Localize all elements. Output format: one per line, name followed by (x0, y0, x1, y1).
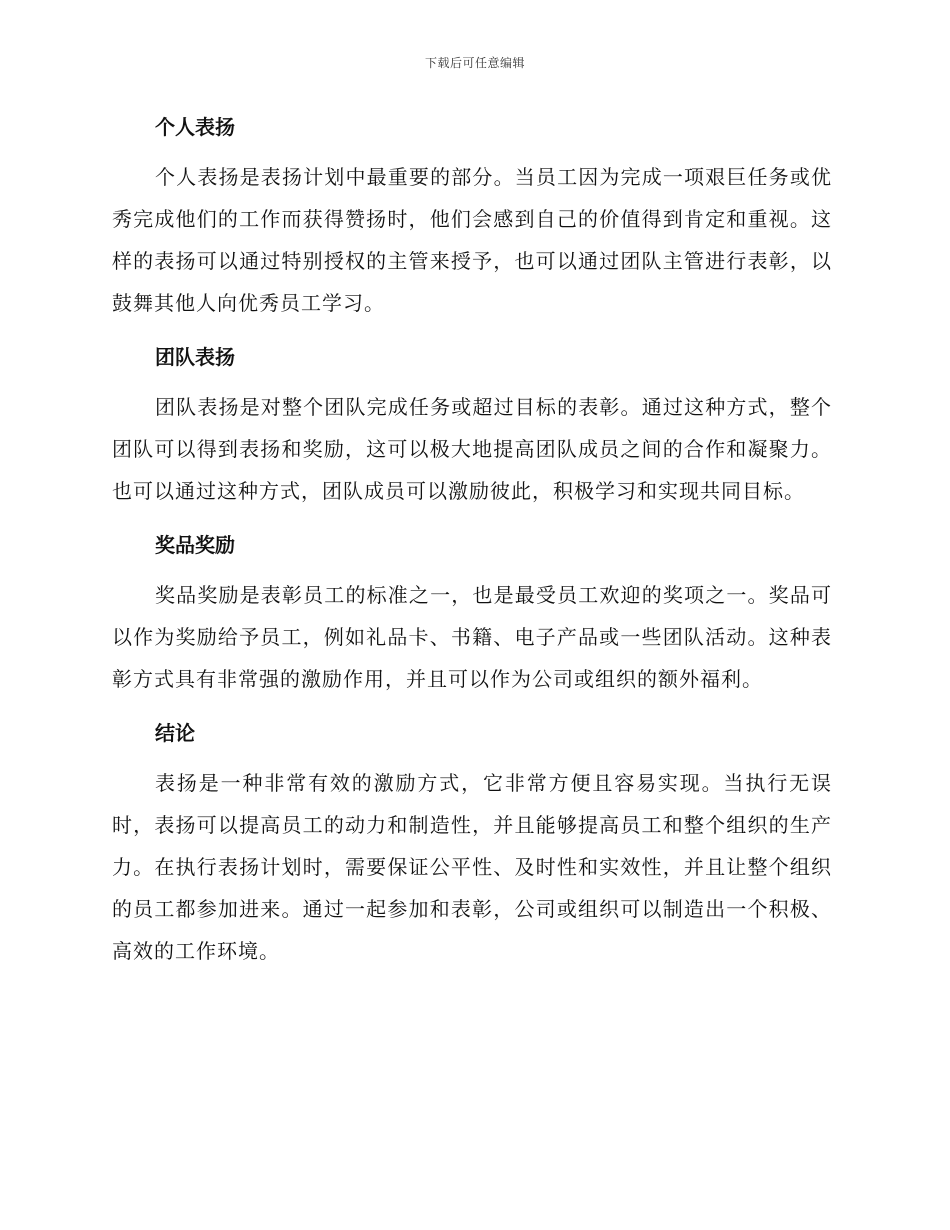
section-heading: 团队表扬 (155, 345, 235, 369)
section-heading: 个人表扬 (155, 115, 235, 139)
section-individual-praise (112, 110, 832, 324)
section-paragraph: 团队表扬是对整个团队完成任务或超过目标的表彰。通过这种方式，整个团队可以得到表扬和奖励，这可以极大地提高团队成员之间的合作和凝聚力。也可以通过这种方式，团队成员可以激励彼此，积极学习和实现共同目标。 (112, 395, 832, 503)
section-team-praise (112, 340, 832, 512)
section-heading: 结论 (155, 721, 195, 745)
section-paragraph: 表扬是一种非常有效的激励方式，它非常方便且容易实现。当执行无误时，表扬可以提高员工的动力和制造性，并且能够提高员工和整个组织的生产力。在执行表扬计划时，需要保证公平性、及时性和实效性，并且让整个组织的员工都参加进来。通过一起参加和表彰，公司或组织可以制造出一个积极、高效的工作环境。 (112, 771, 832, 963)
section-paragraph: 奖品奖励是表彰员工的标准之一，也是最受员工欢迎的奖项之一。奖品可以作为奖励给予员工，例如礼品卡、书籍、电子产品或一些团队活动。这种表彰方式具有非常强的激励作用，并且可以作为公司或组织的额外福利。 (112, 583, 832, 691)
section-prize-reward (112, 528, 832, 700)
page-header-note: 下载后可任意编辑 (424, 56, 525, 70)
section-conclusion (112, 716, 832, 972)
document-content (112, 110, 832, 988)
section-paragraph: 个人表扬是表扬计划中最重要的部分。当员工因为完成一项艰巨任务或优秀完成他们的工作而获得赞扬时，他们会感到自己的价值得到肯定和重视。这样的表扬可以通过特别授权的主管来授予，也可以通过团队主管进行表彰，以鼓舞其他人向优秀员工学习。 (112, 165, 832, 315)
section-heading: 奖品奖励 (155, 533, 235, 557)
